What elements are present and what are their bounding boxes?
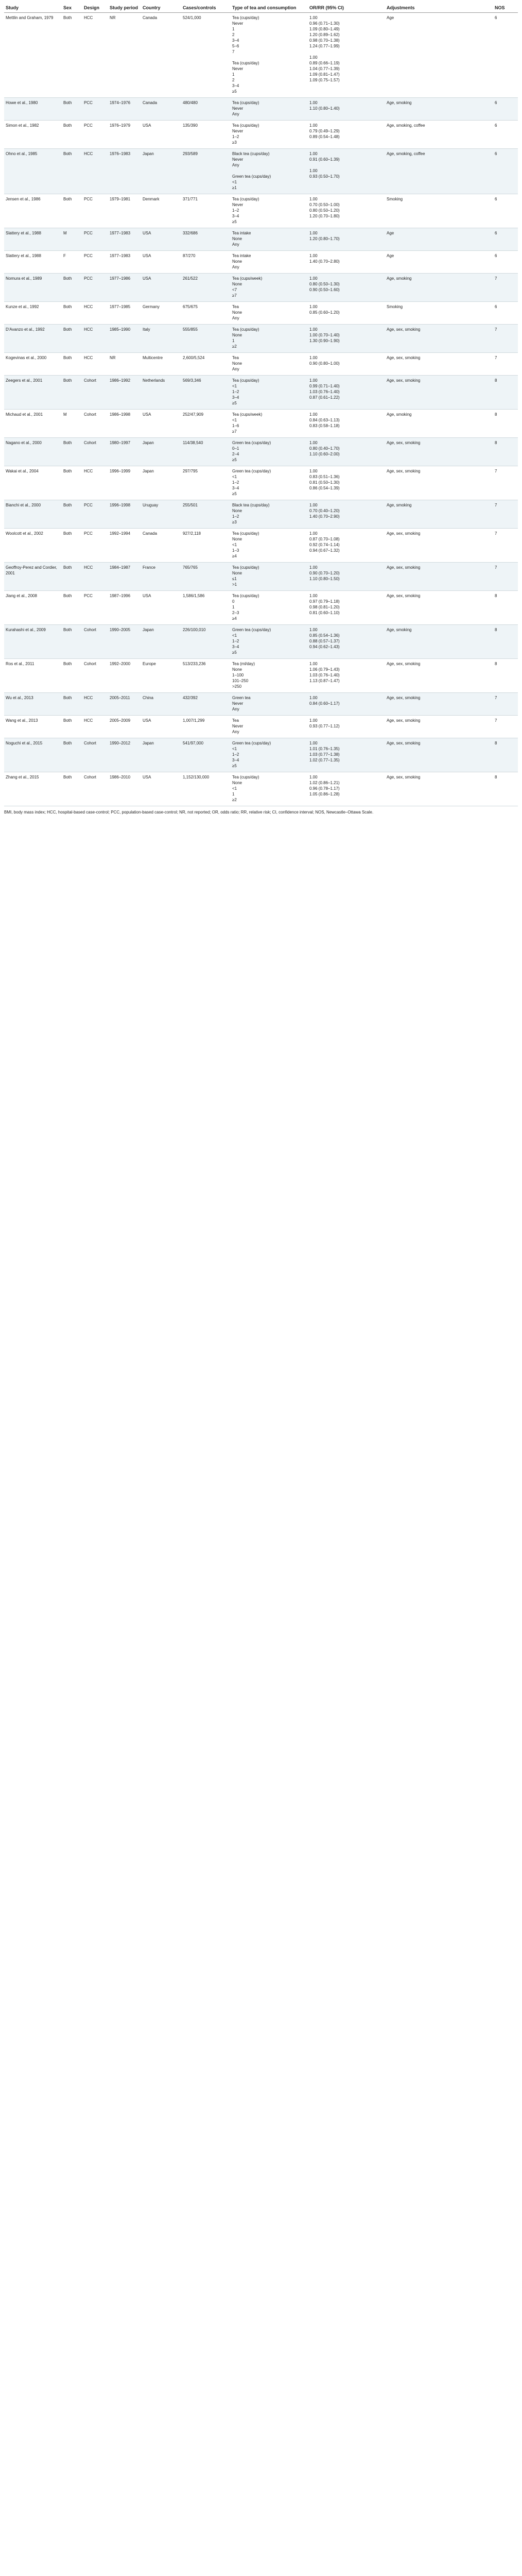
cell-or-rr: 1.00 0.83 (0.51–1.36) 0.81 (0.50–1.30) 0.86 (0.54–1.39) xyxy=(308,466,385,500)
cell-study: Michaud et al., 2001 xyxy=(4,410,62,438)
cell-adjustments: Age, sex, smoking xyxy=(385,376,493,410)
cell-or-rr: 1.00 1.20 (0.80–1.70) xyxy=(308,228,385,251)
cell-design: PCC xyxy=(82,274,108,302)
cell-period: 1996–1999 xyxy=(108,466,141,500)
column-header: Study xyxy=(4,3,62,13)
cell-study: Howe et al., 1980 xyxy=(4,98,62,121)
cell-design: HCC xyxy=(82,353,108,376)
cell-sex: Both xyxy=(62,325,82,353)
cell-sex: Both xyxy=(62,438,82,466)
cell-cases: 675/675 xyxy=(181,302,231,325)
cell-sex: Both xyxy=(62,500,82,529)
cell-adjustments: Age, smoking xyxy=(385,274,493,302)
cell-country: Europe xyxy=(141,659,181,693)
cell-period: 1984–1987 xyxy=(108,563,141,591)
cell-study: Jiang et al., 2008 xyxy=(4,591,62,625)
cell-cases: 332/686 xyxy=(181,228,231,251)
cell-nos: 7 xyxy=(493,693,518,716)
cell-country: Japan xyxy=(141,466,181,500)
column-header: Cases/controls xyxy=(181,3,231,13)
cell-study: Slattery et al., 1988 xyxy=(4,251,62,274)
column-header: Study period xyxy=(108,3,141,13)
cell-tea-consumption: Tea (cups/day) Never 1–2 3–4 ≥5 xyxy=(231,194,308,228)
table-row xyxy=(4,121,518,149)
cell-adjustments: Age, sex, smoking xyxy=(385,563,493,591)
cell-design: PCC xyxy=(82,194,108,228)
cell-cases: 1,586/1,586 xyxy=(181,591,231,625)
cell-nos: 6 xyxy=(493,228,518,251)
cell-or-rr: 1.00 0.90 (0.80–1.00) xyxy=(308,353,385,376)
cell-sex: Both xyxy=(62,563,82,591)
cell-nos: 7 xyxy=(493,353,518,376)
cell-adjustments: Age, smoking xyxy=(385,98,493,121)
cell-or-rr: 1.00 0.85 (0.60–1.20) xyxy=(308,302,385,325)
cell-period: 1977–1986 xyxy=(108,274,141,302)
cell-study: D'Avanzo et al., 1992 xyxy=(4,325,62,353)
cell-study: Kurahashi et al., 2009 xyxy=(4,625,62,659)
cell-study: Ros et al., 2011 xyxy=(4,659,62,693)
cell-tea-consumption: Tea Never Any xyxy=(231,716,308,738)
cell-tea-consumption: Black tea (cups/day) Never Any Green tea (cups/day) <1 ≥1 xyxy=(231,149,308,194)
cell-sex: F xyxy=(62,251,82,274)
table-row xyxy=(4,228,518,251)
table-row xyxy=(4,625,518,659)
cell-period: 1986–2010 xyxy=(108,772,141,806)
cell-or-rr: 1.00 0.87 (0.70–1.08) 0.92 (0.74–1.14) 0.94 (0.67–1.32) xyxy=(308,529,385,563)
cell-tea-consumption: Tea None Any xyxy=(231,302,308,325)
cell-tea-consumption: Tea (cups/day) None 1 ≥2 xyxy=(231,325,308,353)
cell-country: Japan xyxy=(141,738,181,772)
cell-country: USA xyxy=(141,228,181,251)
cell-study: Kunze et al., 1992 xyxy=(4,302,62,325)
cell-tea-consumption: Green tea (cups/day) <1 1–2 3–4 ≥5 xyxy=(231,466,308,500)
cell-tea-consumption: Green tea Never Any xyxy=(231,693,308,716)
cell-country: Uruguay xyxy=(141,500,181,529)
cell-sex: Both xyxy=(62,625,82,659)
cell-study: Slattery et al., 1988 xyxy=(4,228,62,251)
cell-cases: 513/233,236 xyxy=(181,659,231,693)
cell-adjustments: Smoking xyxy=(385,194,493,228)
table-row xyxy=(4,353,518,376)
cell-study: Zhang et al., 2015 xyxy=(4,772,62,806)
cell-study: Ohno et al., 1985 xyxy=(4,149,62,194)
cell-design: Cohort xyxy=(82,625,108,659)
table-row xyxy=(4,325,518,353)
cell-cases: 297/795 xyxy=(181,466,231,500)
cell-design: HCC xyxy=(82,693,108,716)
column-header: Type of tea and consumption xyxy=(231,3,308,13)
cell-nos: 7 xyxy=(493,274,518,302)
cell-adjustments: Age, smoking xyxy=(385,410,493,438)
cell-or-rr: 1.00 1.01 (0.76–1.35) 1.03 (0.77–1.38) 1.02 (0.77–1.35) xyxy=(308,738,385,772)
cell-country: Multicentre xyxy=(141,353,181,376)
table-row xyxy=(4,376,518,410)
cell-sex: Both xyxy=(62,591,82,625)
cell-tea-consumption: Tea (ml/day) None 1–100 101–250 >250 xyxy=(231,659,308,693)
cell-adjustments: Age, sex, smoking xyxy=(385,693,493,716)
cell-adjustments: Age xyxy=(385,13,493,98)
cell-country: USA xyxy=(141,410,181,438)
cell-tea-consumption: Tea intake None Any xyxy=(231,228,308,251)
cell-nos: 8 xyxy=(493,591,518,625)
table-row xyxy=(4,529,518,563)
cell-nos: 8 xyxy=(493,772,518,806)
cell-period: 1987–1996 xyxy=(108,591,141,625)
cell-or-rr: 1.00 0.96 (0.71–1.30) 1.09 (0.80–1.49) 1.20 (0.89–1.62) 0.98 (0.70–1.38) 1.24 (0.77–1.99) 1.00 0.89 (0.66–1.19) 1.04 (0.77–1.39) 1.09 (0.81–1.47) 1.09 (0.75–1.57) xyxy=(308,13,385,98)
cell-period: 1985–1990 xyxy=(108,325,141,353)
cell-cases: 255/501 xyxy=(181,500,231,529)
cell-period: 2005–2009 xyxy=(108,716,141,738)
cell-period: 1986–1998 xyxy=(108,410,141,438)
cell-period: 1974–1976 xyxy=(108,98,141,121)
cell-country: Netherlands xyxy=(141,376,181,410)
table-row xyxy=(4,591,518,625)
cell-adjustments: Age, smoking xyxy=(385,500,493,529)
cell-adjustments: Age, smoking, coffee xyxy=(385,149,493,194)
cell-or-rr: 1.00 0.84 (0.63–1.13) 0.83 (0.58–1.18) xyxy=(308,410,385,438)
cell-nos: 7 xyxy=(493,500,518,529)
cell-sex: Both xyxy=(62,149,82,194)
column-header: NOS xyxy=(493,3,518,13)
cell-study: Woolcott et al., 2002 xyxy=(4,529,62,563)
cell-or-rr: 1.00 0.90 (0.70–1.20) 1.10 (0.80–1.50) xyxy=(308,563,385,591)
table-row xyxy=(4,302,518,325)
cell-cases: 252/47,909 xyxy=(181,410,231,438)
cell-tea-consumption: Tea (cups/week) None <7 ≥7 xyxy=(231,274,308,302)
cell-tea-consumption: Tea (cups/day) Never 1 2 3–4 5–6 7 Tea (cups/day) Never 1 2 3–4 ≥5 xyxy=(231,13,308,98)
cell-study: Mettlin and Graham, 1979 xyxy=(4,13,62,98)
cell-period: 2005–2011 xyxy=(108,693,141,716)
cell-or-rr: 1.00 0.84 (0.60–1.17) xyxy=(308,693,385,716)
cell-period: 1976–1979 xyxy=(108,121,141,149)
cell-design: HCC xyxy=(82,13,108,98)
cell-cases: 927/2,118 xyxy=(181,529,231,563)
cell-design: Cohort xyxy=(82,772,108,806)
cell-or-rr: 1.00 0.70 (0.50–1.00) 0.80 (0.50–1.20) 1.20 (0.70–1.80) xyxy=(308,194,385,228)
cell-sex: Both xyxy=(62,716,82,738)
cell-nos: 6 xyxy=(493,302,518,325)
cell-sex: M xyxy=(62,410,82,438)
cell-nos: 6 xyxy=(493,251,518,274)
cell-or-rr: 1.00 0.93 (0.77–1.12) xyxy=(308,716,385,738)
table-row xyxy=(4,563,518,591)
cell-country: USA xyxy=(141,274,181,302)
cell-sex: Both xyxy=(62,194,82,228)
cell-cases: 555/855 xyxy=(181,325,231,353)
cell-country: Canada xyxy=(141,529,181,563)
cell-adjustments: Smoking xyxy=(385,302,493,325)
cell-adjustments: Age, sex, smoking xyxy=(385,438,493,466)
cell-country: USA xyxy=(141,772,181,806)
cell-sex: Both xyxy=(62,772,82,806)
cell-nos: 8 xyxy=(493,438,518,466)
table-body xyxy=(4,13,518,806)
cell-tea-consumption: Tea (cups/day) Never Any xyxy=(231,98,308,121)
table-row xyxy=(4,438,518,466)
cell-study: Jensen et al., 1986 xyxy=(4,194,62,228)
cell-nos: 6 xyxy=(493,194,518,228)
cell-study: Noguchi et al., 2015 xyxy=(4,738,62,772)
cell-cases: 371/771 xyxy=(181,194,231,228)
cell-or-rr: 1.00 1.10 (0.80–1.40) xyxy=(308,98,385,121)
column-header: OR/RR (95% CI) xyxy=(308,3,385,13)
cell-period: NR xyxy=(108,353,141,376)
cell-sex: Both xyxy=(62,302,82,325)
cell-or-rr: 1.00 0.80 (0.50–1.30) 0.90 (0.50–1.60) xyxy=(308,274,385,302)
cell-study: Zeegers et al., 2001 xyxy=(4,376,62,410)
cell-adjustments: Age xyxy=(385,251,493,274)
cell-adjustments: Age, sex, smoking xyxy=(385,738,493,772)
table-row xyxy=(4,693,518,716)
cell-cases: 432/392 xyxy=(181,693,231,716)
cell-nos: 6 xyxy=(493,121,518,149)
cell-or-rr: 1.00 0.99 (0.71–1.40) 1.03 (0.76–1.40) 0.87 (0.61–1.22) xyxy=(308,376,385,410)
cell-study: Wu et al., 2013 xyxy=(4,693,62,716)
cell-tea-consumption: Green tea (cups/day) <1 1–2 3–4 ≥5 xyxy=(231,738,308,772)
cell-cases: 226/100,010 xyxy=(181,625,231,659)
cell-country: France xyxy=(141,563,181,591)
cell-cases: 524/1,000 xyxy=(181,13,231,98)
cell-country: Canada xyxy=(141,98,181,121)
cell-design: HCC xyxy=(82,302,108,325)
column-header: Adjustments xyxy=(385,3,493,13)
cell-adjustments: Age, sex, smoking xyxy=(385,716,493,738)
cell-or-rr: 1.00 0.97 (0.79–1.18) 0.98 (0.81–1.20) 0.81 (0.60–1.10) xyxy=(308,591,385,625)
table-row xyxy=(4,149,518,194)
cell-period: 1996–1998 xyxy=(108,500,141,529)
cell-design: PCC xyxy=(82,591,108,625)
cell-tea-consumption: Tea (cups/week) <1 1–6 ≥7 xyxy=(231,410,308,438)
column-header: Country xyxy=(141,3,181,13)
cell-cases: 135/390 xyxy=(181,121,231,149)
cell-sex: Both xyxy=(62,529,82,563)
document-page xyxy=(0,0,522,820)
cell-sex: Both xyxy=(62,693,82,716)
cell-period: 1990–2005 xyxy=(108,625,141,659)
cell-tea-consumption: Tea (cups/day) None <1 1 ≥2 xyxy=(231,772,308,806)
cell-country: Japan xyxy=(141,438,181,466)
cell-country: USA xyxy=(141,716,181,738)
cell-nos: 8 xyxy=(493,659,518,693)
cell-sex: Both xyxy=(62,121,82,149)
cell-nos: 6 xyxy=(493,98,518,121)
cell-design: PCC xyxy=(82,529,108,563)
column-header: Sex xyxy=(62,3,82,13)
cell-or-rr: 1.00 0.91 (0.60–1.39) 1.00 0.93 (0.50–1.70) xyxy=(308,149,385,194)
cell-design: Cohort xyxy=(82,410,108,438)
cell-nos: 7 xyxy=(493,716,518,738)
cell-design: PCC xyxy=(82,98,108,121)
cell-nos: 6 xyxy=(493,149,518,194)
cell-or-rr: 1.00 1.06 (0.79–1.43) 1.03 (0.76–1.40) 1.13 (0.87–1.47) xyxy=(308,659,385,693)
cell-period: 1979–1981 xyxy=(108,194,141,228)
cell-nos: 8 xyxy=(493,738,518,772)
cell-design: PCC xyxy=(82,251,108,274)
cell-country: Japan xyxy=(141,149,181,194)
cell-design: Cohort xyxy=(82,738,108,772)
cell-design: Cohort xyxy=(82,659,108,693)
cell-nos: 7 xyxy=(493,563,518,591)
cell-adjustments: Age, sex, smoking xyxy=(385,325,493,353)
cell-cases: 87/270 xyxy=(181,251,231,274)
cell-tea-consumption: Tea (cups/day) <1 1–2 3–4 ≥5 xyxy=(231,376,308,410)
cell-adjustments: Age, sex, smoking xyxy=(385,466,493,500)
cell-adjustments: Age, sex, smoking xyxy=(385,659,493,693)
cell-adjustments: Age, smoking xyxy=(385,625,493,659)
cell-cases: 114/38,540 xyxy=(181,438,231,466)
cell-adjustments: Age, sex, smoking xyxy=(385,772,493,806)
cell-adjustments: Age, sex, smoking xyxy=(385,353,493,376)
cell-cases: 2,600/5,524 xyxy=(181,353,231,376)
cell-period: 1992–2000 xyxy=(108,659,141,693)
cell-or-rr: 1.00 0.79 (0.49–1.29) 0.89 (0.54–1.48) xyxy=(308,121,385,149)
cell-period: 1990–2012 xyxy=(108,738,141,772)
cell-country: Italy xyxy=(141,325,181,353)
cell-sex: Both xyxy=(62,466,82,500)
table-header-row xyxy=(4,3,518,13)
cell-design: HCC xyxy=(82,149,108,194)
cell-study: Geoffroy-Perez and Cordier, 2001 xyxy=(4,563,62,591)
cell-sex: Both xyxy=(62,353,82,376)
cell-tea-consumption: Green tea (cups/day) 0–1 2–4 ≥5 xyxy=(231,438,308,466)
cell-country: USA xyxy=(141,591,181,625)
cell-tea-consumption: Tea (cups/day) None <1 1–3 ≥4 xyxy=(231,529,308,563)
column-header: Design xyxy=(82,3,108,13)
table-row xyxy=(4,500,518,529)
cell-tea-consumption: Tea (cups/day) Never 1–2 ≥3 xyxy=(231,121,308,149)
cell-sex: Both xyxy=(62,738,82,772)
cell-country: Japan xyxy=(141,625,181,659)
table-row xyxy=(4,13,518,98)
cell-study: Wakai et al., 2004 xyxy=(4,466,62,500)
table-row xyxy=(4,772,518,806)
cell-tea-consumption: Green tea (cups/day) <1 1–2 3–4 ≥5 xyxy=(231,625,308,659)
cell-cases: 541/97,000 xyxy=(181,738,231,772)
cell-country: China xyxy=(141,693,181,716)
cell-cases: 1,007/1,299 xyxy=(181,716,231,738)
cell-study: Nagano et al., 2000 xyxy=(4,438,62,466)
cell-period: 1977–1983 xyxy=(108,228,141,251)
cell-or-rr: 1.00 1.40 (0.70–2.80) xyxy=(308,251,385,274)
cell-adjustments: Age, smoking, coffee xyxy=(385,121,493,149)
cell-country: Germany xyxy=(141,302,181,325)
cell-design: HCC xyxy=(82,716,108,738)
cell-sex: M xyxy=(62,228,82,251)
cell-or-rr: 1.00 1.00 (0.70–1.40) 1.30 (0.90–1.90) xyxy=(308,325,385,353)
table-row xyxy=(4,194,518,228)
cell-period: 1977–1983 xyxy=(108,251,141,274)
table-row xyxy=(4,410,518,438)
table-row xyxy=(4,251,518,274)
cell-or-rr: 1.00 1.02 (0.86–1.21) 0.96 (0.78–1.17) 1.05 (0.86–1.28) xyxy=(308,772,385,806)
cell-period: 1992–1994 xyxy=(108,529,141,563)
cell-design: Cohort xyxy=(82,438,108,466)
table-row xyxy=(4,738,518,772)
cell-nos: 7 xyxy=(493,466,518,500)
table-row xyxy=(4,716,518,738)
cell-period: 1977–1985 xyxy=(108,302,141,325)
cell-study: Bianchi et al., 2000 xyxy=(4,500,62,529)
cell-design: HCC xyxy=(82,466,108,500)
cell-nos: 6 xyxy=(493,13,518,98)
cell-study: Kogevinas et al., 2000 xyxy=(4,353,62,376)
table-footnote: BMI, body mass index; HCC, hospital-based case-control; PCC, population-based case-control; NR, not reported; OR, odds ratio; RR, relative risk; CI, confidence interval; NOS, Newcastle–Ottawa Scale. xyxy=(4,810,374,815)
cell-country: USA xyxy=(141,251,181,274)
cell-sex: Both xyxy=(62,659,82,693)
cell-period: 1980–1997 xyxy=(108,438,141,466)
cell-cases: 480/480 xyxy=(181,98,231,121)
cell-cases: 569/3,346 xyxy=(181,376,231,410)
cell-design: Cohort xyxy=(82,376,108,410)
cell-design: PCC xyxy=(82,228,108,251)
cell-nos: 7 xyxy=(493,529,518,563)
cell-study: Nomura et al., 1989 xyxy=(4,274,62,302)
table-row xyxy=(4,659,518,693)
cell-design: HCC xyxy=(82,325,108,353)
cell-tea-consumption: Tea None Any xyxy=(231,353,308,376)
table-row xyxy=(4,466,518,500)
cell-country: Denmark xyxy=(141,194,181,228)
cell-nos: 8 xyxy=(493,376,518,410)
cell-period: NR xyxy=(108,13,141,98)
cell-nos: 8 xyxy=(493,625,518,659)
cell-design: PCC xyxy=(82,121,108,149)
cell-or-rr: 1.00 0.70 (0.40–1.20) 1.40 (0.70–2.90) xyxy=(308,500,385,529)
cell-cases: 1,152/130,000 xyxy=(181,772,231,806)
cell-country: USA xyxy=(141,121,181,149)
cell-sex: Both xyxy=(62,376,82,410)
cell-country: Canada xyxy=(141,13,181,98)
cell-tea-consumption: Tea (cups/day) None ≤1 >1 xyxy=(231,563,308,591)
cell-adjustments: Age, sex, smoking xyxy=(385,529,493,563)
cell-nos: 7 xyxy=(493,325,518,353)
cell-period: 1976–1983 xyxy=(108,149,141,194)
cell-design: HCC xyxy=(82,563,108,591)
table-row xyxy=(4,98,518,121)
cell-tea-consumption: Tea (cups/day) 0 1 2–3 ≥4 xyxy=(231,591,308,625)
cell-period: 1986–1992 xyxy=(108,376,141,410)
cell-cases: 261/522 xyxy=(181,274,231,302)
cell-sex: Both xyxy=(62,98,82,121)
cell-sex: Both xyxy=(62,274,82,302)
table-row xyxy=(4,274,518,302)
cell-adjustments: Age xyxy=(385,228,493,251)
cell-study: Wang et al., 2013 xyxy=(4,716,62,738)
study-characteristics-table xyxy=(4,3,518,806)
cell-design: PCC xyxy=(82,500,108,529)
cell-study: Simon et al., 1982 xyxy=(4,121,62,149)
cell-sex: Both xyxy=(62,13,82,98)
cell-adjustments: Age, sex, smoking xyxy=(385,591,493,625)
cell-tea-consumption: Black tea (cups/day) None 1–2 ≥3 xyxy=(231,500,308,529)
cell-nos: 8 xyxy=(493,410,518,438)
cell-cases: 765/765 xyxy=(181,563,231,591)
cell-or-rr: 1.00 0.80 (0.40–1.70) 1.10 (0.60–2.00) xyxy=(308,438,385,466)
cell-cases: 293/589 xyxy=(181,149,231,194)
cell-tea-consumption: Tea intake None Any xyxy=(231,251,308,274)
cell-or-rr: 1.00 0.85 (0.54–1.36) 0.88 (0.57–1.37) 0.94 (0.62–1.43) xyxy=(308,625,385,659)
